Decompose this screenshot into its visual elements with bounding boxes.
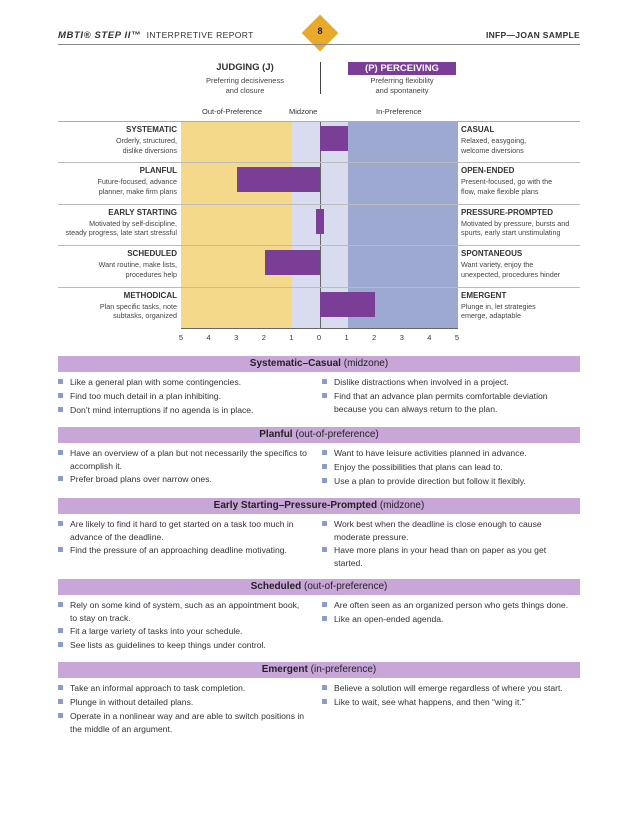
bullet-text: Like an open-ended agenda. <box>334 614 444 624</box>
bullet-text: Find too much detail in a plan inhibiting. <box>70 391 221 401</box>
bullet-item <box>58 447 308 472</box>
perceiving-subtitle: Preferring flexibility and spontaneity <box>370 76 434 95</box>
bullet-text: Work best when the deadline is close enough to cause moderate pressure. <box>334 519 542 542</box>
facet-left-description <box>40 177 177 196</box>
square-bullet-icon <box>58 685 63 690</box>
facet-right-description <box>461 136 601 155</box>
square-bullet-icon <box>322 547 327 552</box>
square-bullet-icon <box>58 602 63 607</box>
x-tick-label: 3 <box>399 333 404 342</box>
facet-right-description <box>461 219 601 238</box>
square-bullet-icon <box>58 379 63 384</box>
facet-score-bar <box>320 126 348 151</box>
facet-left-description-line: procedures help <box>125 269 177 279</box>
out-of-preference-zone <box>181 121 292 328</box>
facet-left-description-line: Want routine, make lists, <box>98 260 177 270</box>
report-label: INTERPRETIVE REPORT <box>146 30 254 40</box>
section-title: Systematic–Casual <box>249 358 341 369</box>
section-header <box>58 356 580 372</box>
bullet-text: Dislike distractions when involved in a project. <box>334 377 509 387</box>
bullet-text: Operate in a nonlinear way and are able to switch positions in the middle of an argument. <box>70 711 305 734</box>
x-tick-label: 5 <box>178 333 184 342</box>
x-tick-label: 2 <box>372 333 377 342</box>
facet-left-pole: SCHEDULED <box>127 249 177 259</box>
square-bullet-icon <box>322 379 327 384</box>
facet-right-description-line: flow, make flexible plans <box>461 186 539 196</box>
bullet-text: Have more plans in your head than on paper as you get started. <box>334 545 547 568</box>
square-bullet-icon <box>58 393 63 398</box>
bullet-text: Prefer broad plans over narrow ones. <box>70 474 212 484</box>
x-tick-label: 1 <box>289 333 294 342</box>
facet-left-description <box>40 260 177 279</box>
section-zone: (out-of-preference) <box>295 429 379 440</box>
bullet-text: Like to wait, see what happens, and then “wing it.” <box>334 697 525 707</box>
square-bullet-icon <box>58 521 63 526</box>
facet-left-description-line: Future-focused, advance <box>97 177 177 187</box>
bullet-item <box>58 376 308 389</box>
facet-left-pole: EARLY STARTING <box>108 207 177 217</box>
facet-right-description-line: Plunge in, let strategies <box>461 301 536 311</box>
bullet-text: Rely on some kind of system, such as an appointment book, to stay on track. <box>70 600 300 623</box>
facet-right-description <box>461 177 601 196</box>
square-bullet-icon <box>322 393 327 398</box>
facet-right-pole: CASUAL <box>461 125 495 134</box>
in-preference-label: In-Preference <box>376 107 422 116</box>
bullet-text: Believe a solution will emerge regardless of where you start. <box>334 683 563 693</box>
facet-left-description-line: Orderly, structured, <box>116 136 177 145</box>
bullet-item <box>58 696 308 709</box>
bullet-item <box>58 639 308 652</box>
chart-top-rule <box>58 121 580 122</box>
facet-left-description <box>40 219 177 238</box>
facet-left-description-line: Motivated by self-discipline, <box>89 218 177 228</box>
square-bullet-icon <box>58 407 63 412</box>
report-header-right: INFP—JOAN SAMPLE <box>485 30 580 40</box>
square-bullet-icon <box>58 628 63 633</box>
section-title: Scheduled <box>250 581 302 592</box>
row-divider <box>58 245 580 246</box>
bullet-text: Find the pressure of an approaching deadline motivating. <box>70 545 287 555</box>
row-divider <box>58 204 580 205</box>
bullet-item <box>322 518 572 543</box>
facet-left-description-line: subtasks, organized <box>113 311 177 321</box>
facet-right-description-line: welcome diversions <box>461 145 524 155</box>
bullet-item <box>322 682 572 695</box>
facet-right-description-line: unexpected, procedures hinder <box>461 269 561 279</box>
square-bullet-icon <box>322 616 327 621</box>
x-tick-label: 4 <box>427 333 432 342</box>
bullet-text: Have an overview of a plan but not necessarily the specifics to accomplish it. <box>70 448 307 471</box>
bullet-item <box>322 376 572 389</box>
square-bullet-icon <box>58 713 63 718</box>
bullet-text: Like a general plan with some contingencies. <box>70 377 242 387</box>
bullet-text: Use a plan to provide direction but follow it flexibly. <box>334 476 526 486</box>
square-bullet-icon <box>58 547 63 552</box>
bullet-text: Plunge in without detailed plans. <box>70 697 194 707</box>
out-of-preference-label: Out-of-Preference <box>202 107 263 116</box>
bullet-item <box>322 613 572 626</box>
square-bullet-icon <box>322 602 327 607</box>
section-header <box>58 427 580 443</box>
square-bullet-icon <box>322 699 327 704</box>
facet-left-pole: SYSTEMATIC <box>126 125 177 134</box>
bullet-text: Are likely to find it hard to get started on a task too much in advance of the deadline. <box>70 519 294 542</box>
bullet-text: Fit a large variety of tasks into your schedule. <box>70 626 243 636</box>
square-bullet-icon <box>58 642 63 647</box>
facet-left-description <box>40 302 177 321</box>
judging-subtitle: Preferring decisiveness and closure <box>206 76 284 95</box>
bullet-item <box>322 544 572 569</box>
square-bullet-icon <box>322 685 327 690</box>
bullet-item <box>58 625 308 638</box>
bullet-text: Are often seen as an organized person who gets things done. <box>334 600 569 610</box>
facet-right-pole: EMERGENT <box>461 290 507 300</box>
facet-right-description <box>461 260 601 279</box>
facet-right-pole: SPONTANEOUS <box>461 249 523 259</box>
x-tick-label: 2 <box>261 333 266 342</box>
section-zone: (in-preference) <box>310 664 377 675</box>
square-bullet-icon <box>58 699 63 704</box>
bullet-item <box>322 475 572 488</box>
facet-right-description-line: emerge, adaptable <box>461 311 521 321</box>
bullet-item <box>58 599 308 624</box>
brand-label: MBTI® STEP II™ <box>58 30 142 41</box>
section-header <box>58 498 580 514</box>
x-tick-label: 3 <box>234 333 239 342</box>
square-bullet-icon <box>322 450 327 455</box>
facet-left-description <box>40 136 177 155</box>
square-bullet-icon <box>58 476 63 481</box>
x-tick-label: 5 <box>454 333 460 342</box>
bullet-text: Don’t mind interruptions if no agenda is in place. <box>70 405 254 415</box>
bullet-item <box>58 682 308 695</box>
section-zone: (midzone) <box>379 500 425 511</box>
x-tick-label: 0 <box>316 333 322 342</box>
bullet-item <box>58 404 308 417</box>
facet-right-pole: PRESSURE-PROMPTED <box>461 207 554 217</box>
row-divider <box>58 287 580 288</box>
section-zone: (out-of-preference) <box>303 581 388 592</box>
facet-left-description-line: planner, make firm plans <box>98 186 177 196</box>
facet-right-description-line: Relaxed, easygoing, <box>461 136 527 145</box>
facet-score-bar <box>320 292 375 317</box>
x-tick-label: 4 <box>206 333 211 342</box>
section-title: Planful <box>259 429 293 440</box>
perceiving-title: (P) PERCEIVING <box>348 62 456 75</box>
bullet-item <box>58 544 308 557</box>
facet-right-description-line: Want variety, enjoy the <box>461 260 534 270</box>
section-header <box>58 662 580 678</box>
facet-score-bar <box>237 167 320 192</box>
facet-right-description-line: Motivated by pressure, bursts and <box>461 218 570 228</box>
judging-title: JUDGING (J) <box>216 62 274 73</box>
section-zone: (midzone) <box>343 358 389 369</box>
square-bullet-icon <box>322 478 327 483</box>
row-divider <box>58 162 580 163</box>
facet-score-bar <box>316 209 324 234</box>
bullet-item <box>58 473 308 486</box>
x-tick-label: 1 <box>344 333 349 342</box>
section-title: Early Starting–Pressure-Prompted <box>213 500 378 511</box>
facet-chart <box>0 0 638 350</box>
bullet-item <box>58 518 308 543</box>
bullet-item <box>322 599 572 612</box>
bullet-text: Take an informal approach to task completion. <box>70 683 246 693</box>
square-bullet-icon <box>322 464 327 469</box>
facet-right-description <box>461 302 601 321</box>
bullet-item <box>58 710 308 735</box>
facet-score-bar <box>265 250 320 275</box>
section-header <box>58 579 580 595</box>
x-axis-line <box>181 328 458 329</box>
facet-right-pole: OPEN-ENDED <box>461 166 515 176</box>
bullet-item <box>322 461 572 474</box>
bullet-item <box>322 390 572 415</box>
facet-left-description-line: dislike diversions <box>122 145 177 155</box>
bullet-text: Want to have leisure activities planned in advance. <box>334 448 527 458</box>
facet-right-description-line: Present-focused, go with the <box>461 177 553 187</box>
facet-left-description-line: steady progress, late start stressful <box>65 228 177 238</box>
bullet-item <box>322 696 572 709</box>
bullet-text: See lists as guidelines to keep things under control. <box>70 640 266 650</box>
facet-right-description-line: spurts, early start unstimulating <box>461 228 561 238</box>
bullet-text: Enjoy the possibilities that plans can lead to. <box>334 462 503 472</box>
section-title: Emergent <box>261 664 308 675</box>
bullet-item <box>58 390 308 403</box>
facet-left-pole: METHODICAL <box>123 290 177 300</box>
bullet-text: Find that an advance plan permits comfortable deviation because you can always return to the plan. <box>334 391 548 414</box>
midzone-label: Midzone <box>289 107 318 116</box>
square-bullet-icon <box>322 521 327 526</box>
facet-left-description-line: Plan specific tasks, note <box>99 301 177 311</box>
square-bullet-icon <box>58 450 63 455</box>
bullet-item <box>322 447 572 460</box>
page-number: 8 <box>317 26 323 36</box>
facet-left-pole: PLANFUL <box>139 166 177 176</box>
